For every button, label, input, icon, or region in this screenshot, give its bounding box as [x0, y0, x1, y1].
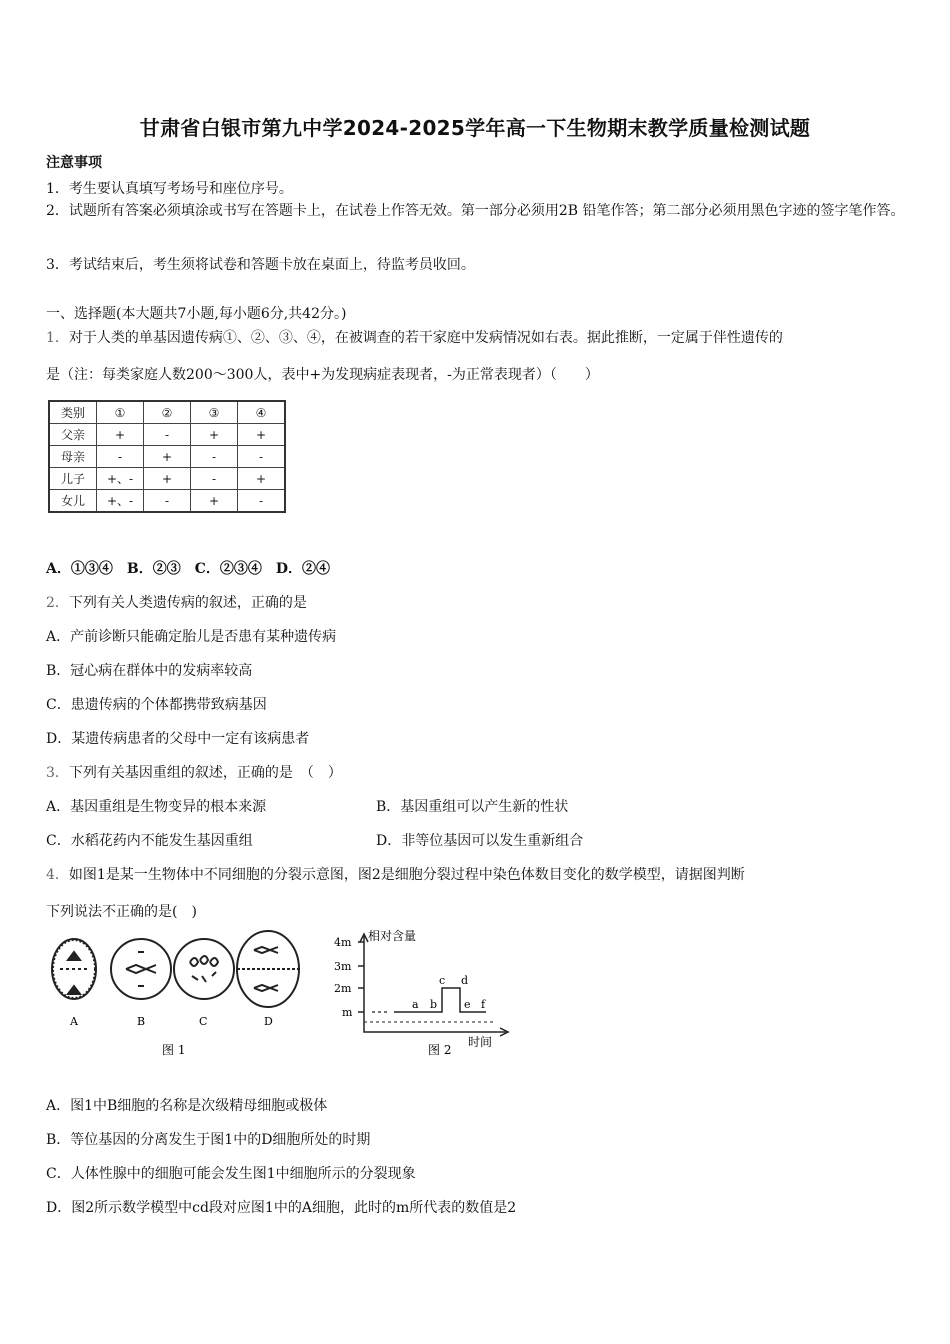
figure2-xlabel: 时间 [468, 1035, 493, 1049]
figure2-seg-label: b [430, 998, 438, 1011]
cell-a [52, 939, 96, 999]
question-text: 如图1是某一生物体中不同细胞的分裂示意图，图2是细胞分裂过程中染色体数目变化的数学模型，请据图判断 [68, 867, 745, 883]
figure2-ytick: 2m [334, 982, 352, 995]
q3-option-b: B．基因重组可以产生新的性状 [376, 799, 569, 815]
cell-b [111, 939, 171, 999]
question-1-line-1 [46, 327, 783, 347]
table-cell: - [191, 446, 238, 468]
table-cell: + [144, 468, 191, 490]
q4-option-d: D．图2所示数学模型中cd段对应图1中的A细胞，此时的m所代表的数值是2 [46, 1200, 517, 1216]
figure2-caption: 图 2 [428, 1043, 452, 1057]
question-1-line-2: 是（注：每类家庭人数200～300人，表中+为发现病症表现者，-为正常表现者）（ ） [46, 367, 599, 383]
question-2 [46, 592, 307, 612]
question-number: 3． [46, 765, 69, 781]
q2-option-a: A．产前诊断只能确定胎儿是否患有某种遗传病 [46, 629, 337, 645]
question-4-line-2: 下列说法不正确的是( ) [46, 904, 197, 920]
table-header-cell: ② [144, 401, 191, 424]
question-number: 4． [46, 867, 69, 883]
figure2-seg-label: c [439, 974, 446, 987]
q1-options: A．①③④ B．②③ C．②③④ D．②④ [46, 561, 330, 577]
question-text: 对于人类的单基因遗传病①、②、③、④，在被调查的若干家庭中发病情况如右表。据此推断，一定属于伴性遗传的 [68, 330, 783, 346]
q2-option-c: C．患遗传病的个体都携带致病基因 [46, 697, 267, 713]
table-cell: + [238, 468, 286, 490]
figure2-ytick: 4m [334, 936, 352, 949]
table-row [49, 446, 285, 468]
cell-c [174, 939, 234, 999]
q1-table [48, 400, 286, 513]
table-cell: - [238, 490, 286, 513]
table-cell: + [191, 424, 238, 446]
table-cell: +、- [97, 468, 144, 490]
notice-item-2: 2．试题所有答案必须填涂或书写在答题卡上，在试卷上作答无效。第一部分必须用2B 铅笔作答；第二部分必须用黑色字迹的签字笔作答。 [46, 203, 905, 219]
question-4-line-1 [46, 864, 745, 884]
figure2-seg-label: d [461, 974, 469, 987]
table-cell: 女儿 [49, 490, 97, 513]
table-cell: + [191, 490, 238, 513]
figure2-ytick: 3m [334, 960, 352, 973]
table-cell: 父亲 [49, 424, 97, 446]
table-cell: - [144, 424, 191, 446]
q3-option-d: D．非等位基因可以发生重新组合 [376, 833, 584, 849]
table-row [49, 490, 285, 513]
question-number: 2． [46, 595, 69, 611]
figure2-axes [358, 934, 508, 1036]
table-header-row [49, 401, 285, 424]
q2-option-d: D．某遗传病患者的父母中一定有该病患者 [46, 731, 310, 747]
figure1-label: D [264, 1015, 273, 1028]
table-cell: - [97, 446, 144, 468]
figure1-caption: 图 1 [162, 1043, 186, 1057]
q2-option-b: B．冠心病在群体中的发病率较高 [46, 663, 253, 679]
q4-figure [46, 924, 516, 1064]
notice-item-1: 1．考生要认真填写考场号和座位序号。 [46, 181, 293, 197]
figure1-label: B [137, 1015, 146, 1028]
figure2-seg-label: f [481, 998, 486, 1011]
q4-option-c: C．人体性腺中的细胞可能会发生图1中细胞所示的分裂现象 [46, 1166, 416, 1182]
table-cell: + [97, 424, 144, 446]
q3-option-c: C．水稻花药内不能发生基因重组 [46, 833, 253, 849]
q3-option-a: A．基因重组是生物变异的根本来源 [46, 799, 267, 815]
figure2-seg-label: a [412, 998, 419, 1011]
figure1-label: A [70, 1015, 78, 1028]
figure2-seg-label: e [464, 998, 471, 1011]
notice-heading: 注意事项 [46, 155, 102, 171]
table-row [49, 468, 285, 490]
table-header-cell: ① [97, 401, 144, 424]
figure2-ytick: m [342, 1006, 353, 1019]
question-number: 1． [46, 330, 69, 346]
table-cell: 母亲 [49, 446, 97, 468]
table-cell: 儿子 [49, 468, 97, 490]
table-cell: + [144, 446, 191, 468]
figure2-line [394, 988, 486, 1012]
table-cell: +、- [97, 490, 144, 513]
question-text: 下列有关人类遗传病的叙述，正确的是 [68, 595, 307, 611]
table-cell: - [238, 446, 286, 468]
table-header-cell: 类别 [49, 401, 97, 424]
cell-d [237, 931, 299, 1007]
figure2-ylabel: 相对含量 [368, 929, 417, 943]
table-cell: + [238, 424, 286, 446]
page-title: 甘肃省白银市第九中学2024-2025学年高一下生物期末教学质量检测试题 [139, 116, 811, 140]
section-heading: 一、选择题(本大题共7小题,每小题6分,共42分。) [46, 306, 347, 322]
table-header-cell: ④ [238, 401, 286, 424]
q4-option-a: A．图1中B细胞的名称是次级精母细胞或极体 [46, 1098, 328, 1114]
table-cell: - [144, 490, 191, 513]
q4-option-b: B．等位基因的分离发生于图1中的D细胞所处的时期 [46, 1132, 371, 1148]
table-row [49, 424, 285, 446]
table-cell: - [191, 468, 238, 490]
question-text: 下列有关基因重组的叙述，正确的是 （ ） [68, 765, 342, 781]
table-header-cell: ③ [191, 401, 238, 424]
question-3 [46, 762, 342, 782]
notice-item-3: 3．考试结束后，考生须将试卷和答题卡放在桌面上，待监考员收回。 [46, 257, 475, 273]
figure1-label: C [199, 1015, 208, 1028]
